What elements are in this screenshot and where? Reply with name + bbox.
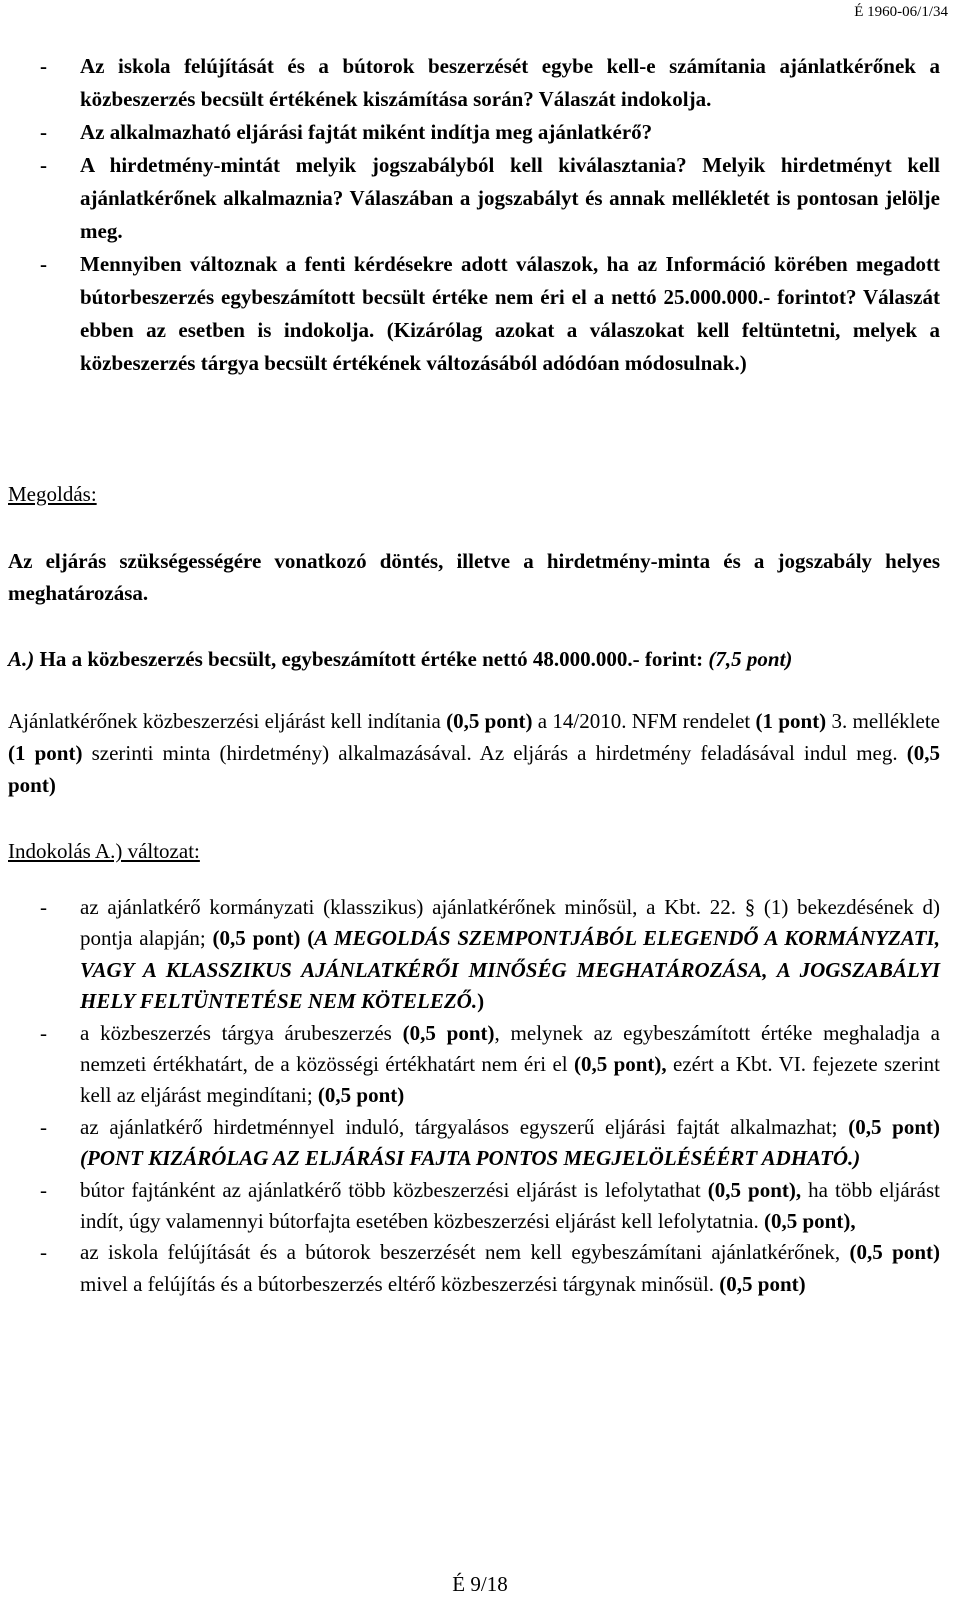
answer-points: (1 pont): [8, 741, 83, 765]
reason-note: A MEGOLDÁS SZEMPONTJÁBÓL ELEGENDŐ A KORMÁNYZATI, VAGY A KLASSZIKUS AJÁNLATKÉRŐI MINŐSÉG MEGHATÁROZÁSA, A JOGSZABÁLYI HELY FELTÜNTETÉSE NEM KÖTELEZŐ.: [80, 926, 940, 1014]
answer-text: a 14/2010. NFM rendelet: [532, 709, 756, 733]
question-text: Mennyiben változnak a fenti kérdésekre adott válaszok, ha az Információ körében megadott bútorbeszerzés egybeszámított becsült értéke nem éri el a nettó 25.000.000.- forintot? Válaszát ebben az esetben is indokolja. (Kizárólag azokat a válaszokat kell feltüntetni, melyek a közbeszerzés tárgya becsült értékének változásából adódóan módosulnak.): [80, 252, 940, 375]
solution-intro: Az eljárás szükségességére vonatkozó döntés, illetve a hirdetmény-minta és a jogszabály helyes meghatározása.: [8, 549, 940, 605]
reason-points: (0,5 pont): [402, 1020, 495, 1045]
reason-points: (0,5 pont): [849, 1240, 941, 1265]
reasoning-item: [0, 1112, 960, 1175]
variant-a-prefix: A.): [8, 647, 35, 671]
reasoning-item: [0, 892, 960, 1018]
answer-text: Ajánlatkérőnek közbeszerzési eljárást kell indítania: [8, 709, 447, 733]
answer-text: szerinti minta (hirdetmény) alkalmazásával. Az eljárás a hirdetmény feladásával indul meg.: [82, 741, 907, 765]
reason-text: ezért a Kbt. VI. fejezete szerint kell az eljárást megindítani;: [80, 1052, 940, 1108]
list-dash: -: [40, 153, 47, 177]
solution-heading: Megoldás:: [8, 482, 97, 506]
reason-text: , melynek az egybeszámított értéke meghaladja a nemzeti értékhatárt, de a közösségi értékhatárt nem éri el: [80, 1020, 940, 1077]
reason-text: mivel a felújítás és a bútorbeszerzés eltérő közbeszerzési tárgynak minősül.: [80, 1271, 720, 1296]
reason-points: (0,5 pont): [719, 1271, 806, 1296]
list-dash: -: [40, 1177, 47, 1202]
reasoning-heading: Indokolás A.) változat:: [8, 839, 200, 863]
reason-text: az ajánlatkérő hirdetménnyel induló, tárgyalásos egyszerű eljárási fajtát alkalmazhat;: [80, 1114, 849, 1139]
reason-text: a közbeszerzés tárgya árubeszerzés: [80, 1020, 403, 1045]
reason-text: ha több eljárást indít, úgy valamennyi bútorfajta esetében közbeszerzési eljárást kell lefolytatnia.: [80, 1177, 941, 1234]
question-text: A hirdetmény-mintát melyik jogszabályból kell kiválasztania? Melyik hirdetményt kell ajánlatkérőnek alkalmaznia? Válaszában a jogszabályt és annak mellékletét is pontosan jelölje meg.: [80, 153, 940, 243]
variant-a-points: (7,5 pont): [708, 647, 793, 671]
answer-points: (0,5 pont): [446, 709, 533, 733]
question-list: [0, 50, 960, 380]
reason-points: (0,5 pont),: [573, 1052, 667, 1077]
variant-a-text: Ha a közbeszerzés becsült, egybeszámított értéke nettó 48.000.000.- forint:: [34, 647, 709, 671]
answer-points: (1 pont): [755, 709, 827, 733]
page-number: É 9/18: [452, 1572, 508, 1596]
question-item: [0, 149, 960, 248]
answer-points: (0,5 pont): [8, 741, 940, 797]
reason-points: ): [477, 989, 485, 1014]
reason-points: (0,5 pont),: [764, 1209, 856, 1234]
list-dash: -: [40, 120, 47, 144]
question-text: Az iskola felújítását és a bútorok beszerzését egybe kell-e számítania ajánlatkérőnek a közbeszerzés becsült értékének kiszámítása során? Válaszát indokolja.: [80, 54, 940, 111]
question-item: [0, 116, 960, 149]
list-dash: -: [40, 1114, 47, 1139]
list-dash: -: [40, 895, 47, 919]
list-dash: -: [40, 252, 47, 276]
answer-text: 3. melléklete: [826, 709, 940, 733]
question-text: Az alkalmazható eljárási fajtát miként indítja meg ajánlatkérő?: [80, 120, 653, 144]
answer-paragraph: [8, 705, 940, 801]
variant-a-heading: [8, 643, 940, 675]
list-dash: -: [40, 1240, 47, 1265]
question-item: [0, 248, 960, 380]
reason-points: (0,5 pont): [317, 1083, 405, 1108]
reason-note: (PONT KIZÁRÓLAG AZ ELJÁRÁSI FAJTA PONTOS MEGJELÖLÉSÉÉRT ADHATÓ.): [80, 1146, 861, 1171]
reasoning-heading-block: [8, 835, 940, 867]
solution-heading-block: [8, 478, 940, 510]
reason-points: (0,5 pont),: [707, 1177, 802, 1202]
reason-text: az iskola felújítását és a bútorok beszerzését nem kell egybeszámítani ajánlatkérőnek,: [80, 1240, 850, 1265]
document-code: É 1960-06/1/34: [854, 4, 948, 20]
reasoning-list: [0, 892, 960, 1300]
reasoning-item: [0, 1018, 960, 1112]
reason-points: (0,5 pont) (: [212, 926, 315, 951]
reason-text: bútor fajtánként az ajánlatkérő több közbeszerzési eljárást is lefolytathat: [80, 1177, 708, 1202]
list-dash: -: [40, 54, 47, 78]
reasoning-item: [0, 1175, 960, 1238]
reason-text: az ajánlatkérő kormányzati (klasszikus) ajánlatkérőnek minősül, a Kbt. 22. § (1) bekezdésének d) pontja alapján;: [80, 895, 940, 951]
question-item: [0, 50, 960, 116]
list-dash: -: [40, 1020, 47, 1045]
reason-points: (0,5 pont): [848, 1114, 940, 1139]
reasoning-item: [0, 1237, 960, 1300]
